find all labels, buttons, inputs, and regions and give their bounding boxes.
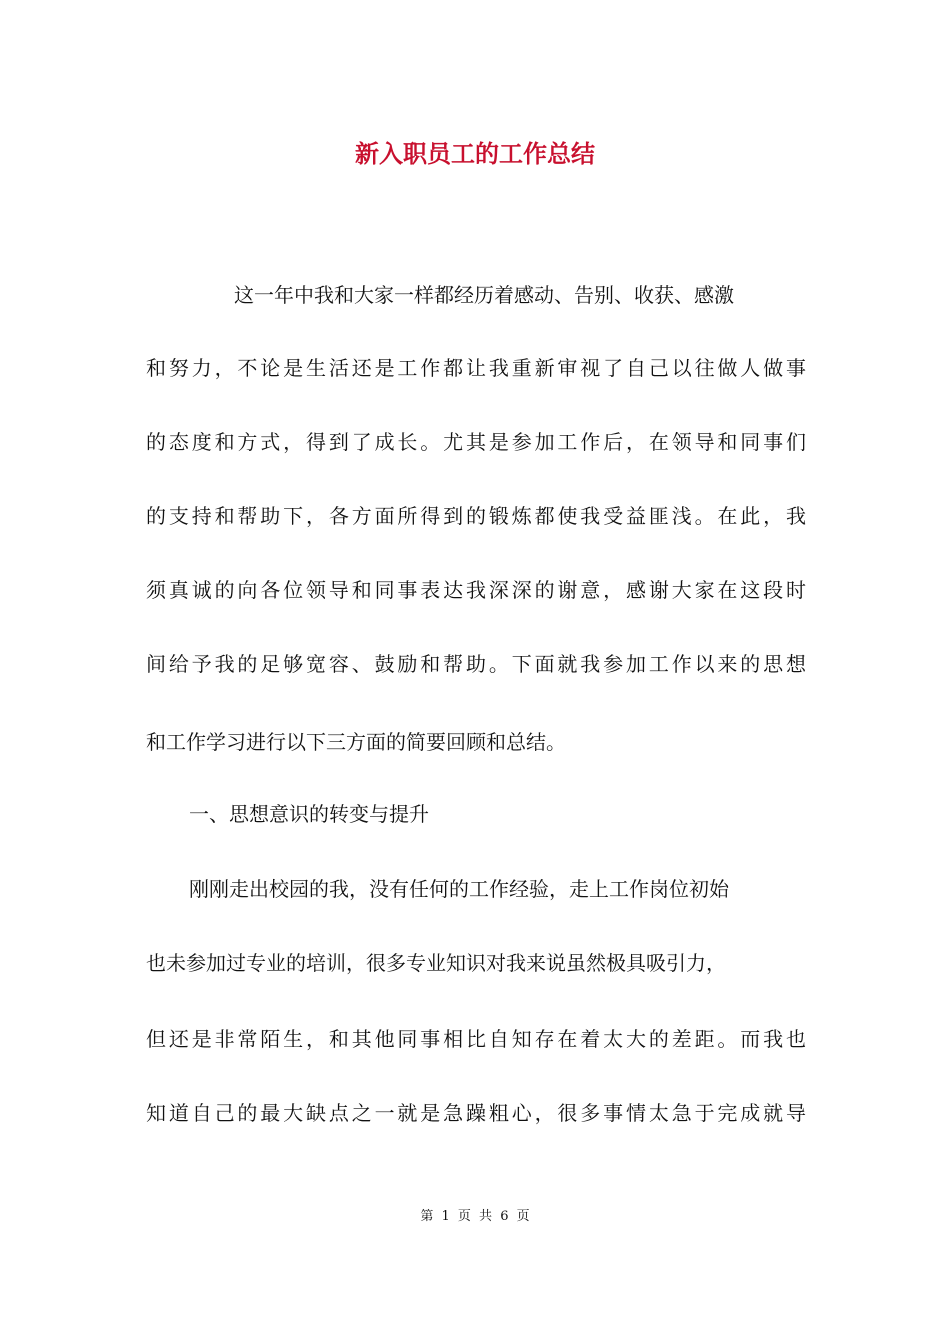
page-number-footer: 第 1 页 共 6 页: [420, 1209, 530, 1224]
paragraph-line: 也未参加过专业的培训，很多专业知识对我来说虽然极具吸引力，: [146, 951, 726, 975]
paragraph-line: 但还是非常陌生，和其他同事相比自知存在着太大的差距。而我也: [146, 1027, 806, 1051]
section-heading: 一、思想意识的转变与提升: [189, 802, 429, 826]
paragraph-line: 的态度和方式，得到了成长。尤其是参加工作后，在领导和同事们: [146, 430, 806, 454]
paragraph-line: 须真诚的向各位领导和同事表达我深深的谢意，感谢大家在这段时: [146, 578, 806, 602]
paragraph-line: 的支持和帮助下，各方面所得到的锻炼都使我受益匪浅。在此，我: [146, 504, 806, 528]
paragraph-line: 和工作学习进行以下三方面的简要回顾和总结。: [146, 730, 566, 754]
paragraph-line: 和努力，不论是生活还是工作都让我重新审视了自己以往做人做事: [146, 356, 806, 380]
paragraph-line: 这一年中我和大家一样都经历着感动、告别、收获、感激: [234, 283, 734, 307]
document-title: 新入职员工的工作总结: [355, 139, 595, 168]
paragraph-line: 间给予我的足够宽容、鼓励和帮助。下面就我参加工作以来的思想: [146, 652, 806, 676]
paragraph-line: 刚刚走出校园的我，没有任何的工作经验，走上工作岗位初始: [189, 877, 729, 901]
paragraph-line: 知道自己的最大缺点之一就是急躁粗心，很多事情太急于完成就导: [146, 1101, 806, 1125]
